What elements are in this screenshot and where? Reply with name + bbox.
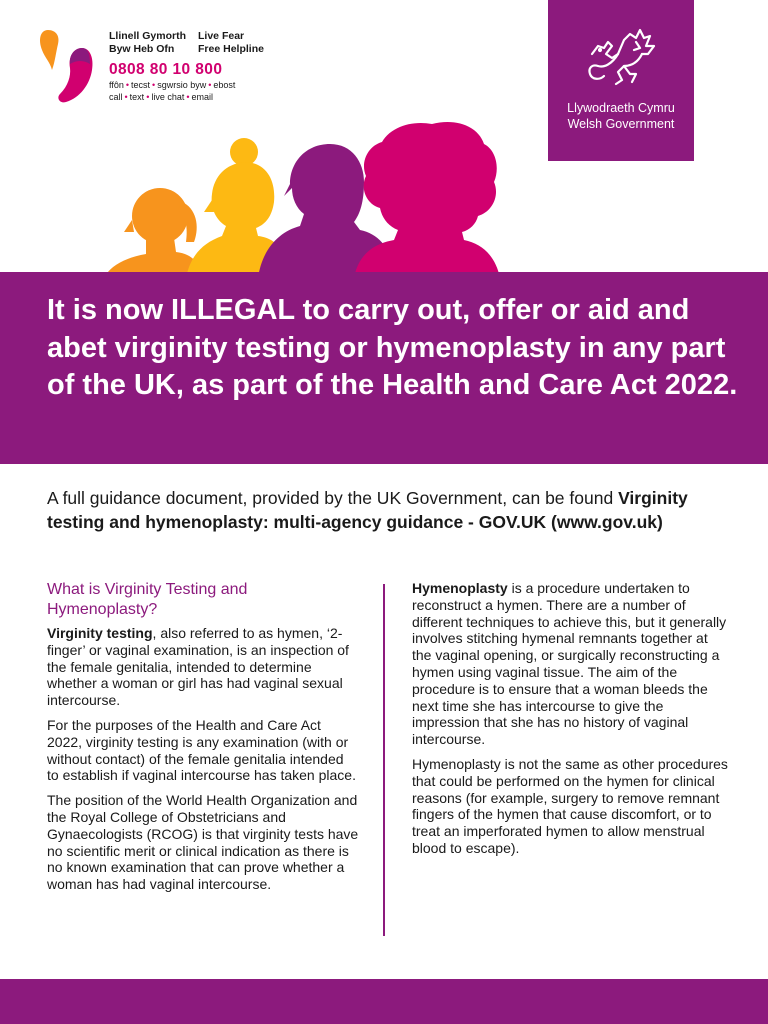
definition-text: is a procedure undertaken to reconstruct a hymen. There are a number of different techniques to achieve this, but it generally involves stitching hymenal remnants together at the vaginal opening, or surgically reconstructing a hymen using vaginal tissue. The aim of the procedure is to ensure that a woman bleeds the next time she has intercourse to give the impression that she has no history of vaginal intercourse.: [412, 580, 727, 748]
guidance-link[interactable]: Virginity testing and hymenoplasty: multi-agency guidance - GOV.UK (www.gov.uk): [47, 488, 688, 532]
guidance-intro-text: A full guidance document, provided by the UK Government, can be found: [47, 488, 619, 508]
helpline-phone: 0808 80 10 800: [109, 61, 223, 78]
virginity-testing-definition: [47, 625, 359, 709]
section-heading: What is Virginity Testing and Hymenoplasty?: [47, 581, 248, 618]
act-definition-paragraph: For the purposes of the Health and Care Act 2022, virginity testing is any examination (with or without contact) of the female genitalia intended to establish if vaginal intercourse has taken place.: [47, 716, 356, 784]
women-silhouettes-icon: [0, 118, 768, 278]
contact-en-item: text: [129, 92, 145, 102]
contact-cy-item: tecst: [131, 80, 151, 90]
who-rcog-position-paragraph: The position of the World Health Organization and the Royal College of Obstetricians and Gynaecologists (RCOG) is that virginity tests have no scientific merit or clinical indication as there is no known examination that can prove whether a woman has had vaginal intercourse.: [47, 792, 359, 893]
term-virginity-testing: Virginity testing: [47, 625, 153, 641]
right-column: [412, 580, 728, 865]
helpline-info: [109, 30, 309, 103]
legal-notice-text: It is now ILLEGAL to carry out, offer or aid and abet virginity testing or hymenoplasty in any part of the UK, as part of the Health and Care Act 2022.: [47, 294, 738, 401]
contact-methods-cy: ffôn • tecst • sgwrsio byw • ebost: [109, 80, 236, 90]
red-dragon-icon: [578, 24, 668, 92]
legal-notice-banner: [0, 272, 768, 464]
column-divider: [383, 584, 385, 936]
footer-bar: [0, 979, 768, 1024]
contact-en-item: email: [191, 92, 214, 102]
helpline-name-en-line2: Free Helpline: [198, 42, 264, 55]
helpline-names: [109, 30, 309, 55]
silhouette-girl: [104, 188, 204, 278]
helpline-name-en-line1: Live Fear: [198, 30, 245, 42]
guidance-intro: [47, 487, 727, 534]
contact-cy-item: ebost: [213, 80, 236, 90]
live-fear-free-logo-icon: [38, 26, 98, 106]
government-name-en: Welsh Government: [567, 117, 675, 131]
helpline-name-cy-line1: Llinell Gymorth: [109, 30, 187, 42]
hymenoplasty-definition: [412, 580, 728, 748]
contact-cy-item: sgwrsio byw: [157, 80, 207, 90]
contact-cy-item: ffôn: [109, 80, 124, 90]
left-column: [47, 580, 359, 901]
contact-methods-en: call • text • live chat • email: [109, 92, 214, 102]
clinical-procedures-paragraph: Hymenoplasty is not the same as other procedures that could be performed on the hymen for clinical reasons (for example, surgery to remove remnant fingers of the hymen that cause discomfort, or to treat an imperforated hymen to allow menstrual blood to escape).: [412, 755, 728, 856]
definition-text: , also referred to as hymen, ‘2-finger’ or vaginal examination, is an inspection of the female genitalia, intended to determine whether a woman or girl has had vaginal sexual intercourse.: [47, 625, 349, 709]
helpline-name-cy-line2: Byw Heb Ofn: [109, 42, 175, 55]
silhouette-woman-afro: [354, 122, 500, 278]
contact-en-item: live chat: [151, 92, 185, 102]
header: [0, 0, 768, 275]
contact-en-item: call: [109, 92, 123, 102]
government-name-cy: Llywodraeth Cymru: [567, 101, 675, 115]
term-hymenoplasty: Hymenoplasty: [412, 580, 508, 596]
